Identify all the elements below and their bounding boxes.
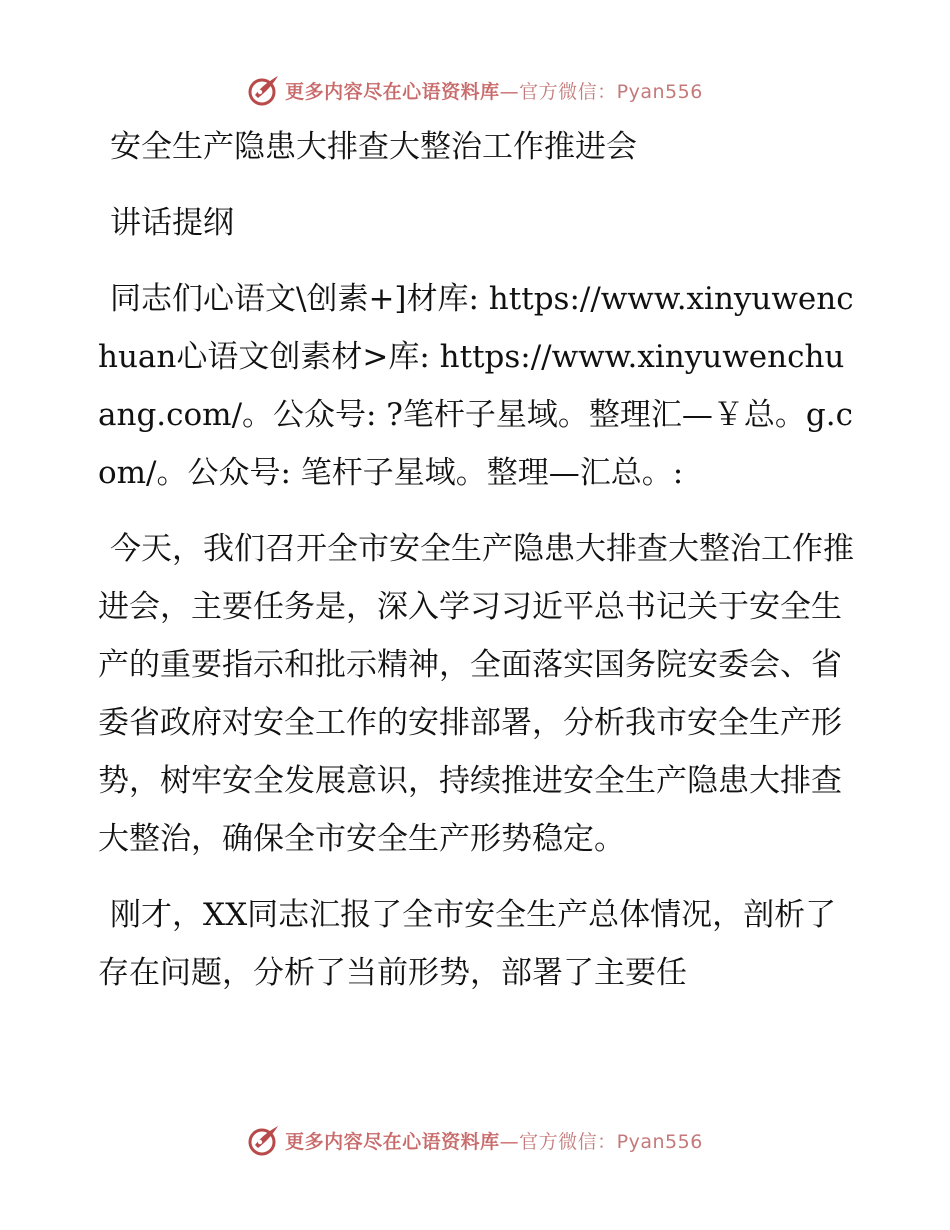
banner-text	[285, 1127, 703, 1154]
paragraph-1-text: 同志们心语文\创素+]材库: https://www.xinyuwenchuan心语文创素材>库: https://www.xinyuwenchuang.com/。公众号: ?笔杆子星域。整理汇—￥总。g.com/。公众号: 笔杆子星域。整理—汇总。:	[98, 281, 854, 491]
banner-wechat: 官方微信：Pyan556	[519, 80, 703, 103]
paragraph-2-text: 今天，我们召开全市安全生产隐患大排查大整治工作推进会，主要任务是，深入学习习近平总书记关于安全生产的重要指示和批示精神，全面落实国务院安委会、省委省政府对安全工作的安排部署，分析我市安全生产形势，树牢安全发展意识，持续推进安全生产隐患大排查大整治，确保全市安全生产形势稳定。	[98, 531, 854, 857]
banner-wechat: 官方微信：Pyan556	[519, 1130, 703, 1153]
document-title: 安全生产隐患大排查大整治工作推进会	[110, 129, 637, 165]
document-body	[98, 118, 858, 1002]
banner-dash: —	[499, 1130, 520, 1153]
header-banner	[0, 70, 950, 110]
banner-slogan: 更多内容尽在心语资料库	[285, 80, 500, 103]
banner-dash: —	[499, 80, 520, 103]
footer-banner	[0, 1120, 950, 1160]
quill-logo-icon	[247, 73, 281, 107]
paragraph-3-text: 刚才，XX同志汇报了全市安全生产总体情况，剖析了存在问题，分析了当前形势，部署了主要任	[98, 897, 837, 991]
quill-logo-icon	[247, 1123, 281, 1157]
banner-slogan: 更多内容尽在心语资料库	[285, 1130, 500, 1153]
paragraph-1	[98, 270, 858, 502]
banner-text	[285, 77, 703, 104]
document-subtitle: 讲话提纲	[110, 205, 234, 241]
paragraph-2	[98, 520, 858, 868]
paragraph-3	[98, 886, 858, 1002]
